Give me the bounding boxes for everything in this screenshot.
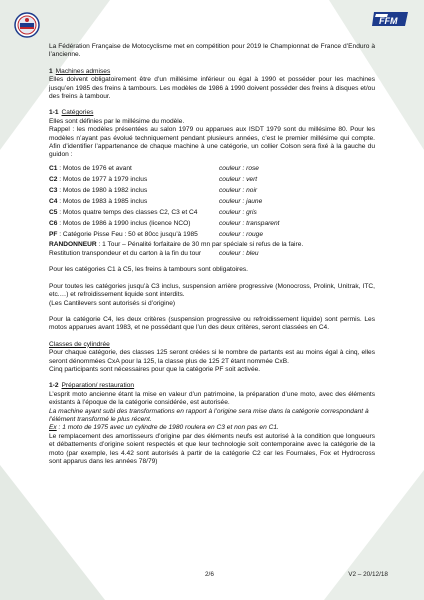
category-row [49, 197, 375, 208]
section-1-2-heading [49, 382, 375, 390]
category-row [49, 164, 375, 175]
section-title: Machines admises [55, 67, 111, 75]
category-desc: : Motos de 1976 et avant [57, 165, 132, 173]
randonneur-text: : 1 Tour – Pénalité forfaitaire de 30 mn par spéciale si refus de la faire. [96, 240, 304, 248]
category-code: C2 [49, 176, 58, 184]
logo-text: FFM [379, 16, 398, 26]
category-code: PF [49, 231, 58, 239]
randonneur-restitution: Restitution transpondeur et du carton à la fin du tour [49, 249, 202, 257]
category-color: couleur : rouge [219, 231, 263, 239]
category-desc: : Catégorie Pisse Feu : 50 et 80cc jusqu’à 1985 [57, 231, 198, 239]
section-number: 1 [49, 67, 53, 75]
cylinder-classes-title: Classes de cylindrée [49, 340, 110, 348]
cylinder-classes-note: Cinq participants sont nécessaires pour que la catégorie PF soit activée. [49, 365, 261, 373]
suspension-paragraph: Pour toutes les catégories jusqu’à C3 inclus, suspension arrière progressive (Monocross, Prolink, Unitrak, ITC, etc.…) et refroidissement liquide sont interdits. [49, 282, 375, 299]
example-text: : 1 moto de 1975 avec un cylindre de 1980 roulera en C3 et non pas en C1. [56, 424, 279, 432]
category-row [49, 175, 375, 186]
section-1-body: Elles doivent obligatoirement être d’un millésime inférieur ou égal à 1990 et posséder pour les machines jusqu’en 1985 des freins à tambours. Les modèles de 1986 à 1990 doivent posséder des freins à disques et/ou des freins à tambour. [49, 76, 375, 101]
preparation-paragraph: L’esprit moto ancienne étant la mise en valeur d’un patrimoine, la préparation d’une moto, avec des éléments existants à l’époque de la catégorie considérée, est autorisée. [49, 390, 375, 407]
category-code: C6 [49, 220, 58, 228]
category-color: couleur : jaune [219, 198, 263, 206]
category-row [49, 208, 375, 219]
rappel-paragraph: Rappel : les modèles présentées au salon 1979 ou apparues aux ISDT 1979 sont du millésime 80. Pour les modèles n’ayant pas évolué techniquement pendant plusieurs années, c’est le premier millésime qui compte. Afin d’identifier l’appartenance de chaque machine à une catégorie, un collier Colson sera fixé à la gauche du guidon : [49, 126, 375, 159]
cantilever-note: (Les Cantilevers sont autorisés si d’origine) [49, 299, 176, 307]
c4-paragraph: Pour la catégorie C4, les deux critères (suspension progressive ou refroidissement liquide) sont permis. Les motos apparues avant 1983, et ne possédant que l’un des deux critères, seront classées en C4. [49, 315, 375, 332]
category-row [49, 186, 375, 197]
randonneur-line [49, 241, 375, 249]
example-line [49, 424, 375, 432]
randonneur-row [49, 249, 375, 258]
category-desc: : Motos de 1986 à 1990 inclus (licence NCO) [57, 220, 191, 228]
brakes-paragraph: Pour les catégories C1 à C5, les freins à tambours sont obligatoires. [49, 266, 249, 274]
category-color: couleur : vert [219, 176, 258, 184]
cylinder-classes-body: Pour chaque catégorie, des classes 125 seront créées si le nombre de partants est au moins égal à cinq, elles seront dénommées CxA pour la 125, la classe plus de 125 2T étant nommée CxB. [49, 349, 375, 365]
section-number: 1-1 [49, 109, 59, 117]
categories-intro: Elles sont définies par le millésime du modèle. [49, 117, 185, 125]
page-number: 2/6 [205, 571, 214, 578]
section-title: Préparation/ restauration [61, 382, 135, 390]
category-color: couleur : rose [219, 165, 259, 173]
version-date: V2 – 20/12/18 [348, 571, 388, 578]
category-code: C3 [49, 187, 58, 195]
document-body [49, 43, 375, 466]
corner-decoration [324, 470, 424, 600]
randonneur-color: couleur : bleu [219, 249, 259, 257]
category-color: couleur : transparent [219, 220, 280, 228]
section-1-1-heading [49, 109, 375, 117]
transformation-note: La machine ayant subi des transformations en rapport à l’origine sera mise dans la catégorie correspondant à l’élément transformé le plus récent. [49, 407, 369, 423]
example-label: Ex [49, 424, 57, 432]
category-color: couleur : noir [219, 187, 258, 195]
category-desc: : Motos de 1977 à 1979 inclus [57, 176, 148, 184]
intro-paragraph: La Fédération Française de Motocyclisme met en compétition pour 2019 le Championnat de France d’Enduro à l’ancienne. [49, 43, 375, 59]
shock-absorbers-paragraph: Le remplacement des amortisseurs d’origine par des éléments neufs est autorisé à la condition que longueurs et débattements d’origine soient respectés et que leur technologie soit contemporaine avec la catégorie de la moto (par exemple, les 4.42 sont autorisés à partir de la catégorie C2 car les Fournales, Fox et Hydrocross sont apparus dans les années 78/79) [49, 432, 375, 465]
section-number: 1-2 [49, 382, 59, 390]
randonneur-label: RANDONNEUR [49, 240, 97, 248]
category-code: C1 [49, 165, 58, 173]
category-row [49, 219, 375, 230]
category-code: C5 [49, 209, 58, 217]
ffm-logo-icon [372, 10, 410, 28]
category-code: C4 [49, 198, 58, 206]
categories-list [49, 164, 375, 241]
category-row [49, 230, 375, 241]
category-desc: : Motos de 1983 à 1985 inclus [57, 198, 148, 206]
category-desc: : Motos quatre temps des classes C2, C3 et C4 [57, 209, 198, 217]
corner-decoration [0, 465, 105, 600]
section-1-heading [49, 68, 375, 76]
category-color: couleur : gris [219, 209, 257, 217]
federation-emblem-icon [14, 12, 40, 38]
category-desc: : Motos de 1980 à 1982 inclus [57, 187, 148, 195]
section-title: Catégories [61, 109, 94, 117]
